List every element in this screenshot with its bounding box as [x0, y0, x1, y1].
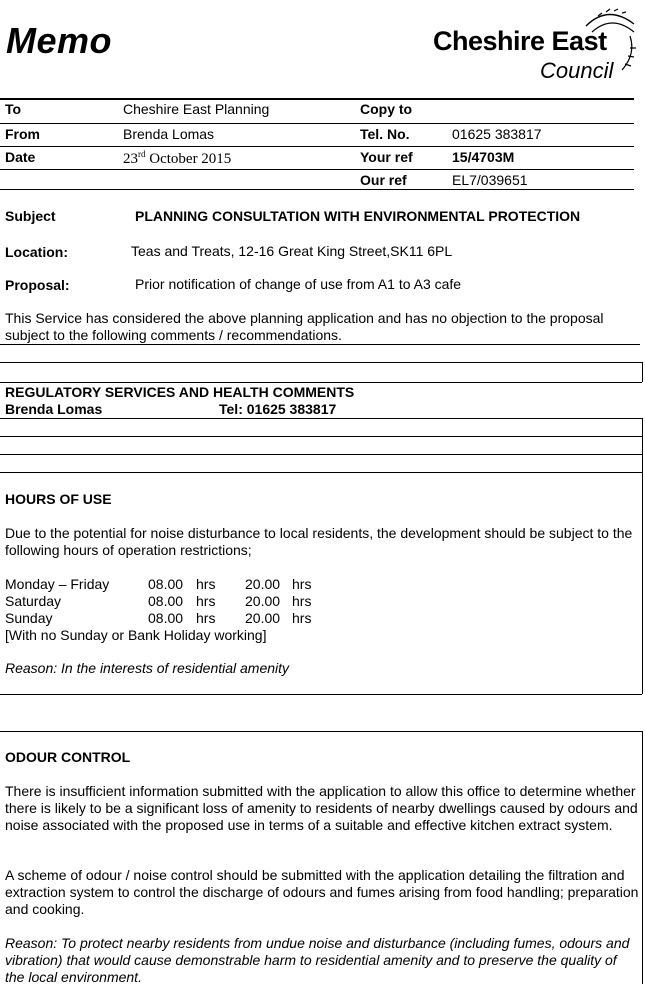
hours-row-start: 08.00	[148, 610, 184, 626]
odour-reason: Reason: To protect nearby residents from undue noise and disturbance (including fumes, odours and vibration) that would cause demonstrable harm to residential amenity and to preserve the quality of the local environment.	[5, 935, 630, 985]
hours-row-day: Saturday	[5, 593, 62, 609]
table-rule	[0, 123, 634, 124]
subject-value: PLANNING CONSULTATION WITH ENVIRONMENTAL PROTECTION	[135, 208, 581, 224]
divider	[0, 418, 642, 419]
divider	[0, 344, 640, 345]
table-rule	[0, 146, 634, 147]
council-logo-sub: Council	[540, 58, 614, 83]
our-ref-value: EL7/039651	[452, 172, 528, 188]
hours-row-end-unit: hrs	[292, 593, 312, 609]
hours-row-start-unit: hrs	[196, 576, 216, 592]
hours-row-start-unit: hrs	[196, 610, 216, 626]
divider	[0, 731, 642, 732]
divider	[0, 694, 642, 695]
from-value: Brenda Lomas	[123, 126, 215, 142]
odour-paragraph-1: There is insufficient information submitted with the application to allow this office to determine whether there is likely to be a significant loss of amenity to residents of nearby dwellings caused by odours and noise associated with the proposed use in terms of a suitable and effective kitchen extract system.	[5, 783, 638, 833]
odour-paragraph-2: A scheme of odour / noise control should be submitted with the application detailing the filtration and extraction system to control the discharge of odours and fumes arising from food handling; preparation and cooking.	[5, 867, 639, 917]
divider	[642, 362, 643, 382]
hours-row-start: 08.00	[148, 593, 184, 609]
to-label: To	[5, 101, 22, 117]
hours-row-day: Monday – Friday	[5, 576, 110, 592]
divider	[0, 472, 642, 473]
location-value: Teas and Treats, 12-16 Great King Street,SK11 6PL	[131, 243, 453, 259]
proposal-value: Prior notification of change of use from A1 to A3 cafe	[135, 276, 462, 292]
date-label: Date	[5, 149, 36, 165]
date-day: 23	[123, 151, 138, 167]
intro-paragraph: This Service has considered the above planning application and has no objection to the proposal subject to the following comments / recommendations.	[5, 310, 604, 343]
our-ref-label: Our ref	[360, 172, 407, 188]
date-rest: October 2015	[145, 151, 232, 167]
hours-row-start: 08.00	[148, 576, 184, 592]
wheat-sheaf-logo-icon	[578, 6, 638, 76]
divider	[642, 731, 643, 984]
hours-row-end: 20.00	[245, 593, 281, 609]
regulatory-officer: Brenda Lomas	[5, 401, 103, 417]
location-label: Location:	[5, 244, 68, 260]
hours-intro: Due to the potential for noise disturbance to local residents, the development should be subject to the following hours of operation restrictions;	[5, 525, 633, 558]
your-ref-value: 15/4703M	[452, 149, 515, 165]
divider	[642, 418, 643, 694]
to-value: Cheshire East Planning	[123, 101, 270, 117]
tel-label: Tel. No.	[360, 126, 410, 142]
hours-row-day: Sunday	[5, 610, 53, 626]
council-logo-name: Cheshire East	[433, 26, 607, 56]
from-label: From	[5, 126, 40, 142]
copy-to-label: Copy to	[360, 101, 413, 117]
hours-reason: Reason: In the interests of residential amenity	[5, 660, 290, 676]
regulatory-tel: Tel: 01625 383817	[219, 401, 337, 417]
tel-value: 01625 383817	[452, 126, 542, 142]
hours-row-end: 20.00	[245, 576, 281, 592]
date-value	[123, 149, 231, 168]
divider	[0, 436, 642, 437]
hours-row-end-unit: hrs	[292, 610, 312, 626]
divider	[0, 362, 642, 363]
hours-note: [With no Sunday or Bank Holiday working]	[5, 627, 267, 643]
odour-heading: ODOUR CONTROL	[5, 749, 131, 765]
memo-title: Memo	[6, 20, 113, 61]
hours-heading: HOURS OF USE	[5, 491, 112, 507]
proposal-label: Proposal:	[5, 277, 70, 293]
table-rule	[0, 189, 634, 190]
date-suffix: rd	[138, 149, 146, 159]
divider	[0, 382, 642, 383]
hours-row-end: 20.00	[245, 610, 281, 626]
your-ref-label: Your ref	[360, 149, 413, 165]
divider	[0, 454, 642, 455]
hours-row-end-unit: hrs	[292, 576, 312, 592]
subject-label: Subject	[5, 208, 56, 224]
regulatory-heading: REGULATORY SERVICES AND HEALTH COMMENTS	[5, 384, 355, 400]
hours-row-start-unit: hrs	[196, 593, 216, 609]
table-rule	[0, 169, 634, 170]
table-rule	[0, 98, 634, 100]
